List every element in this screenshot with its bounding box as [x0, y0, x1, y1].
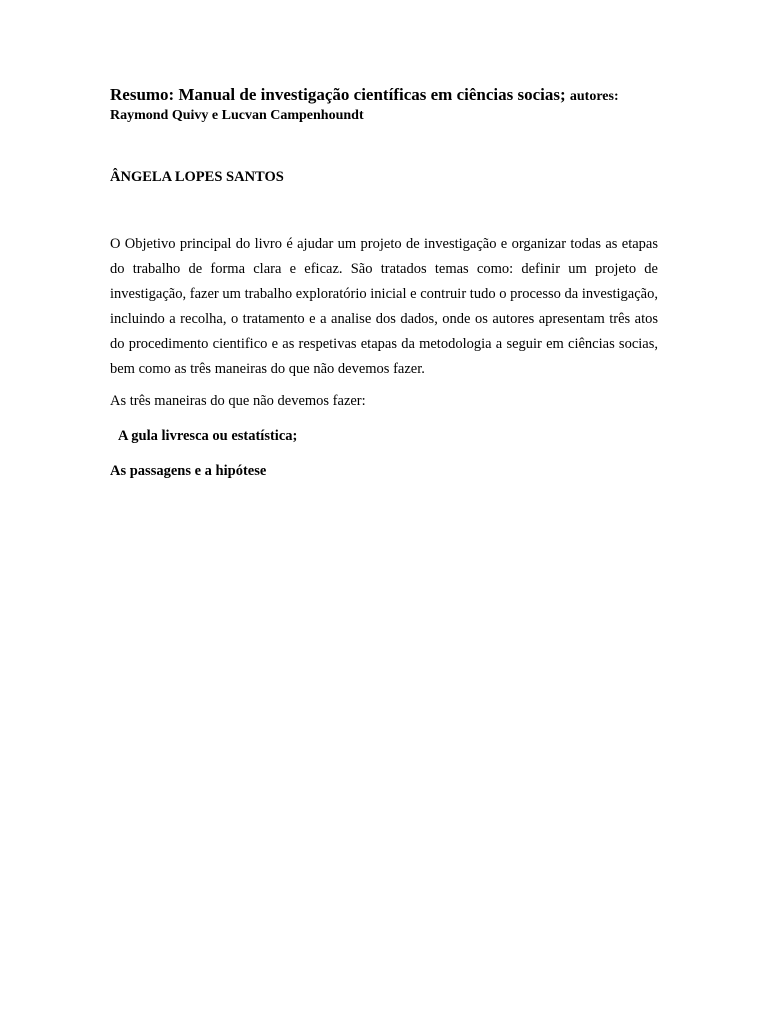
title-main: Resumo: Manual de investigação científicas em ciências socias;	[110, 85, 570, 104]
title-suffix: autores:	[569, 89, 619, 104]
document-page	[110, 85, 658, 480]
list-item: As passagens e a hipótese	[110, 463, 267, 479]
authors-line: Raymond Quivy e Lucvan Campenhoundt	[110, 108, 364, 123]
list-item: A gula livresca ou estatística;	[118, 428, 298, 444]
main-paragraph: O Objetivo principal do livro é ajudar um projeto de investigação e organizar todas as etapas do trabalho de forma clara e eficaz. São tratados temas como: definir um projeto de investigação, fazer um trabalho exploratório inicial e contruir tudo o processo da investigação, incluindo a recolha, o tratamento e a analise dos dados, onde os autores apresentam três atos do procedimento cientifico e as respetivas etapas da metodologia a seguir em ciências socias, bem como as três maneiras do que não devemos fazer.	[110, 236, 658, 377]
document-title	[110, 85, 658, 107]
student-name: ÂNGELA LOPES SANTOS	[110, 169, 284, 185]
list-intro: As três maneiras do que não devemos fazer:	[110, 393, 366, 409]
